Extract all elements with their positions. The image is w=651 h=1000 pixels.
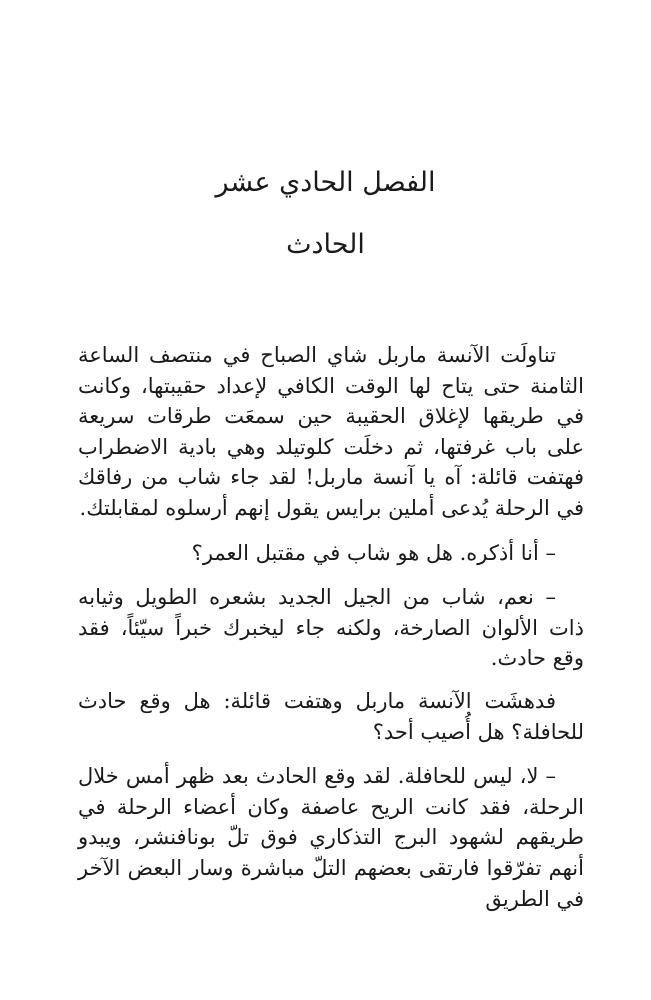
paragraph: تناولَت الآنسة ماربل شاي الصباح في منتصف الساعة الثامنة حتى يتاح لها الوقت الكافي لإعداد حقيبتها، وكانت في طريقها لإغلاق الحقيبة حين سمعَت طرقات سريعة على باب غرفتها، ثم دخلَت كلوتيلد وهي بادية الاضطراب فهتفت قائلة: آه يا آنسة ماربل! لقد جاء شاب من رفاقك في الرحلة يُدعى أملين برايس يقول إنهم أرسلوه لمقابلتك.: [78, 343, 584, 520]
chapter-title: الفصل الحادي عشر: [215, 167, 436, 198]
paragraph: فدهشَت الآنسة ماربل وهتفت قائلة: هل وقع حادث للحافلة؟ هل أُصيب أحد؟: [78, 688, 584, 744]
dialogue-paragraph: – أنا أذكره. هل هو شاب في مقتبل العمر؟: [191, 540, 556, 565]
dialogue-paragraph: – لا، ليس للحافلة. لقد وقع الحادث بعد ظهر أمس خلال الرحلة، فقد كانت الريح عاصفة وكان أعضاء الرحلة في طريقهم لشهود البرج التذكاري فوق تلّ بونافنشر، ويبدو أنهم تفرّقوا فارتقى بعضهم التلّ مباشرة وسار البعض الآخر في الطريق: [78, 764, 584, 911]
dialogue-paragraph: – نعم، شاب من الجيل الجديد بشعره الطويل وثيابه ذات الألوان الصارخة، ولكنه جاء ليخبرك خبراً سيّئاً، فقد وقع حادث.: [78, 585, 584, 671]
chapter-subtitle: الحادث: [286, 229, 365, 260]
chapter-body: [78, 340, 584, 914]
